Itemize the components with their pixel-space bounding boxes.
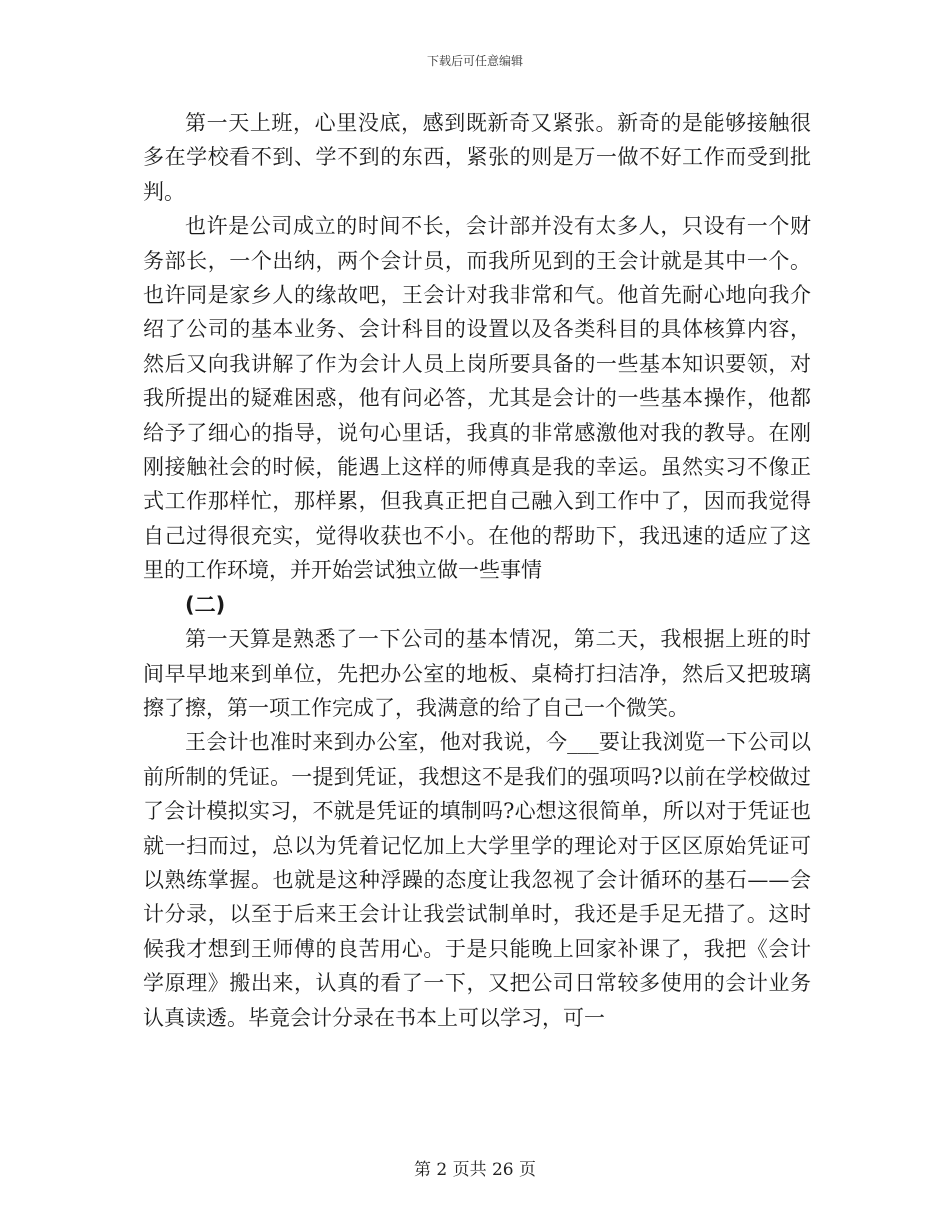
document-body — [143, 106, 811, 1035]
paragraph: 王会计也准时来到办公室，他对我说，今___要让我浏览一下公司以前所制的凭证。一提到凭证，我想这不是我们的强项吗?以前在学校做过了会计模拟实习，不就是凭证的填制吗?心想这很简单，所以对于凭证也就一扫而过，总以为凭着记忆加上大学里学的理论对于区区原始凭证可以熟练掌握。也就是这种浮躁的态度让我忽视了会计循环的基石——会计分录，以至于后来王会计让我尝试制单时，我还是手足无措了。这时候我才想到王师傅的良苦用心。于是只能晚上回家补课了，我把《会计学原理》搬出来，认真的看了一下，又把公司日常较多使用的会计业务认真读透。毕竟会计分录在书本上可以学习，可一 — [143, 730, 811, 1030]
paragraph: 第一天上班，心里没底，感到既新奇又紧张。新奇的是能够接触很多在学校看不到、学不到的东西，紧张的则是万一做不好工作而受到批判。 — [143, 111, 811, 204]
section-heading: (二) — [185, 592, 226, 617]
page-header: 下载后可任意编辑 — [426, 54, 523, 68]
page-footer: 第 2 页共 26 页 — [413, 1160, 537, 1180]
paragraph: 第一天算是熟悉了一下公司的基本情况，第二天，我根据上班的时间早早地来到单位，先把办公室的地板、桌椅打扫洁净，然后又把玻璃擦了擦，第一项工作完成了，我满意的给了自己一个微笑。 — [143, 627, 811, 720]
paragraph: 也许是公司成立的时间不长，会计部并没有太多人，只设有一个财务部长，一个出纳，两个会计员，而我所见到的王会计就是其中一个。也许同是家乡人的缘故吧，王会计对我非常和气。他首先耐心地向我介绍了公司的基本业务、会计科目的设置以及各类科目的具体核算内容，然后又向我讲解了作为会计人员上岗所要具备的一些基本知识要领，对我所提出的疑难困惑，他有问必答，尤其是会计的一些基本操作，他都给予了细心的指导，说句心里话，我真的非常感激他对我的教导。在刚刚接触社会的时候，能遇上这样的师傅真是我的幸运。虽然实习不像正式工作那样忙，那样累，但我真正把自己融入到工作中了，因而我觉得自己过得很充实，觉得收获也不小。在他的帮助下，我迅速的适应了这里的工作环境，并开始尝试独立做一些事情 — [143, 214, 811, 583]
